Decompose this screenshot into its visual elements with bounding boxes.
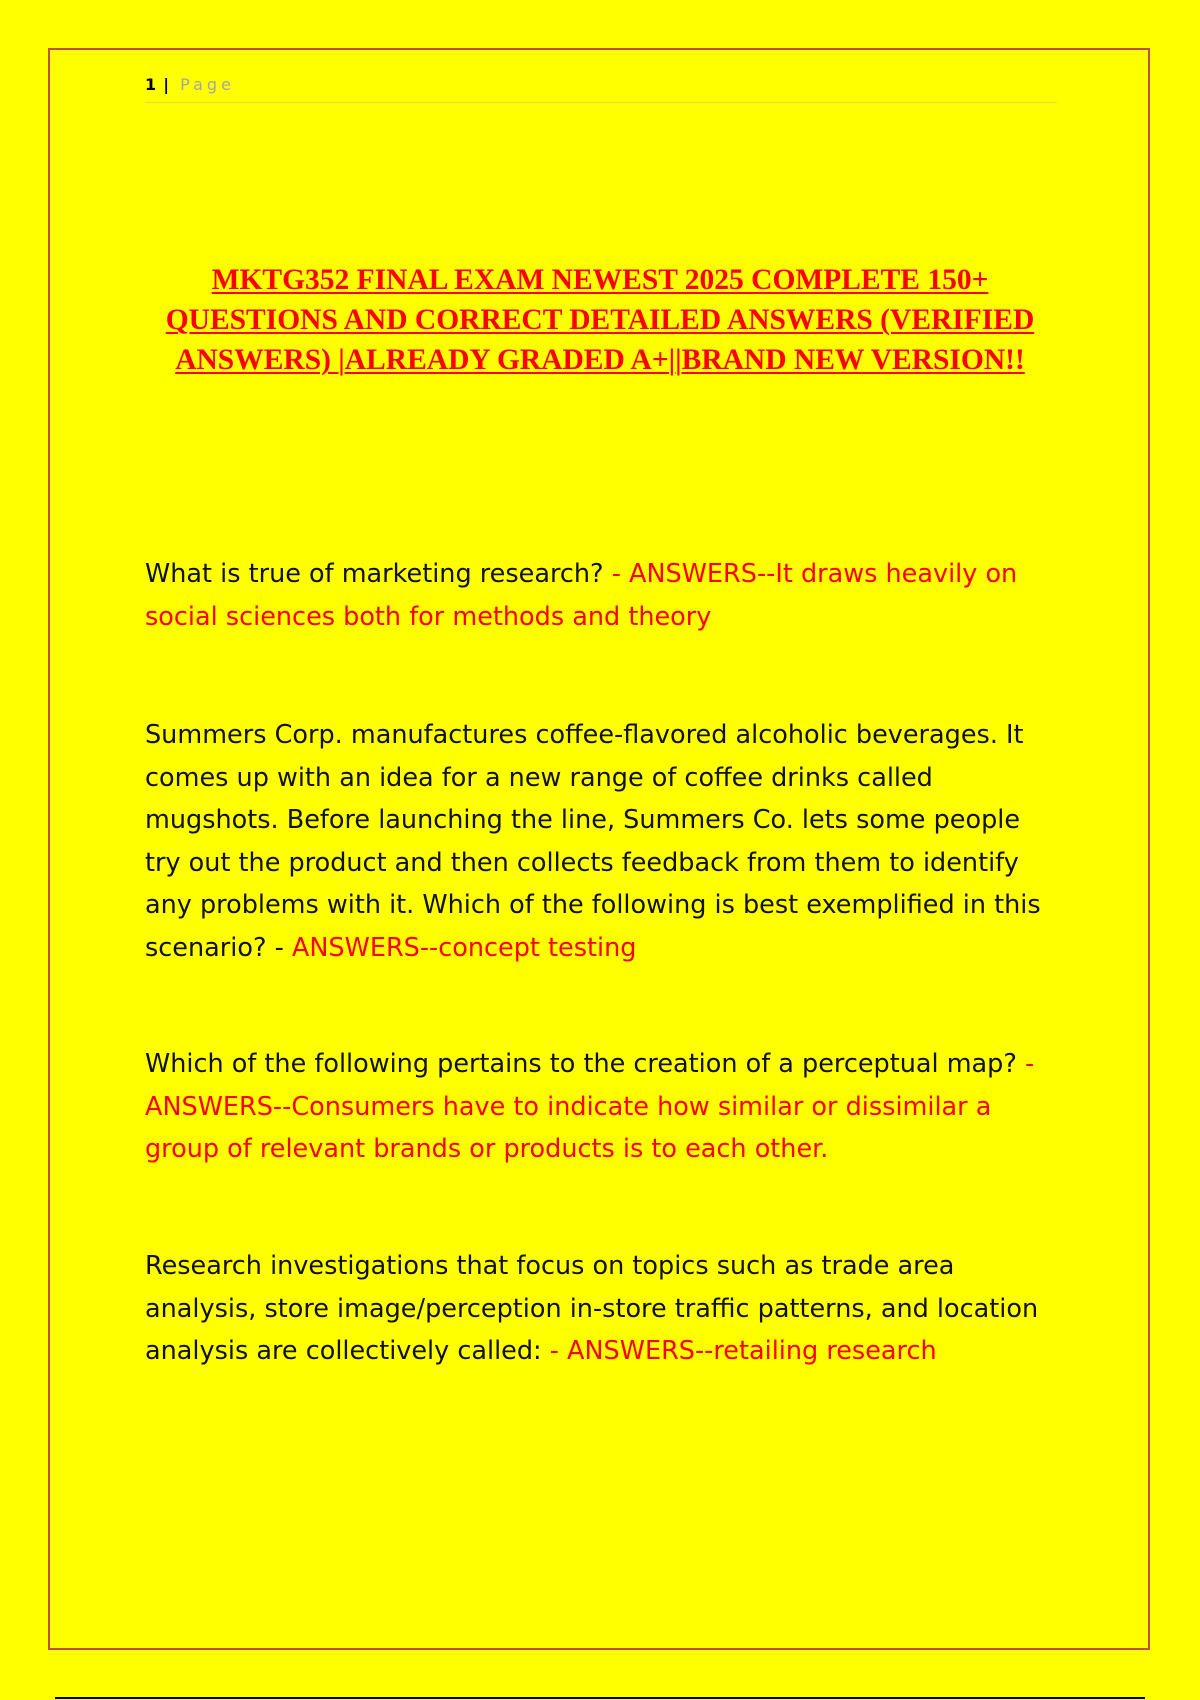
document-title: MKTG352 FINAL EXAM NEWEST 2025 COMPLETE 150+ QUESTIONS AND CORRECT DETAILED ANSWERS (VERIFIED ANSWERS) |ALREADY GRADED A+||BRAND NEW VERSION!! [165, 264, 1035, 376]
answer-text: - ANSWERS--retailing research [549, 1336, 937, 1366]
page-label: Page [180, 75, 235, 94]
qa-item [145, 1043, 1060, 1171]
bottom-divider [55, 1697, 1145, 1699]
page-header [145, 72, 1057, 103]
question-text: Research investigations that focus on topics such as trade area analysis, store image/perception in-store traffic patterns, and location analysis are collectively called: [145, 1251, 1039, 1366]
qa-item [145, 714, 1060, 969]
question-text: Which of the following pertains to the creation of a perceptual map? [145, 1049, 1017, 1079]
header-separator: | [163, 75, 170, 94]
page-number: 1 [145, 75, 157, 94]
question-text: Summers Corp. manufactures coffee-flavored alcoholic beverages. It comes up with an idea for a new range of coffee drinks called mugshots. Before launching the line, Summers Co. lets some people try out the product and then collects feedback from them to identify any problems with it. Which of the following is best exemplified in this scenario? - [145, 720, 1041, 963]
qa-item [145, 553, 1060, 638]
question-text: What is true of marketing research? [145, 559, 604, 589]
answer-text: ANSWERS--concept testing [291, 932, 637, 963]
qa-item [145, 1245, 1060, 1373]
answer-text: - ANSWERS--Consumers have to indicate how similar or dissimilar a group of relevant brands or products is to each other. [145, 1049, 1035, 1164]
answer-text: - ANSWERS--It draws heavily on social sciences both for methods and theory [145, 559, 1018, 632]
